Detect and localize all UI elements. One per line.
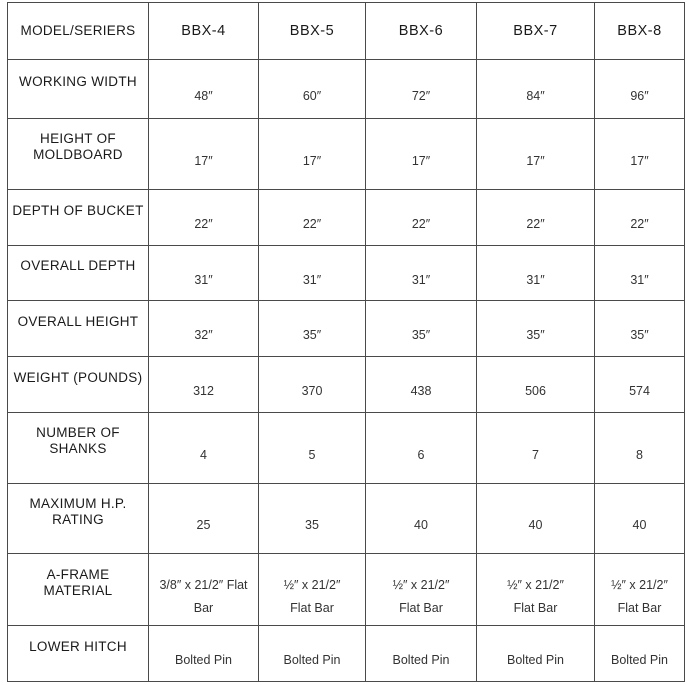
value-text: 96″ — [630, 88, 649, 103]
value-cell — [366, 119, 477, 190]
value-text: 22″ — [302, 217, 322, 231]
value-text: ½″ x 21/2″ — [507, 577, 564, 592]
row-label — [8, 626, 149, 682]
table-row — [8, 119, 685, 190]
value-text: Bolted Pin — [392, 653, 450, 667]
value-text: 370 — [301, 384, 323, 398]
value-text: Flat Bar — [513, 600, 558, 615]
value-cell — [477, 190, 595, 246]
spec-body — [8, 60, 685, 682]
value-text: 438 — [410, 384, 432, 398]
value-cell — [149, 626, 259, 682]
value-cell — [366, 60, 477, 119]
value-text: 35 — [305, 518, 319, 532]
value-cell — [595, 246, 685, 301]
value-text: 22″ — [526, 217, 545, 231]
row-label — [8, 190, 149, 246]
value-cell — [149, 484, 259, 554]
row-label-line: OVERALL HEIGHT — [17, 313, 139, 329]
row-label-line: HEIGHT OF — [40, 131, 116, 146]
value-cell — [259, 246, 366, 301]
value-text: Bolted Pin — [507, 653, 564, 667]
value-cell — [259, 554, 366, 626]
value-text: Flat Bar — [617, 600, 662, 615]
value-text: 17″ — [630, 153, 649, 168]
row-label-line: WORKING WIDTH — [19, 74, 137, 89]
value-text: 35″ — [630, 328, 649, 342]
value-cell — [477, 484, 595, 554]
row-label-line: A-FRAME — [46, 566, 110, 582]
header-row — [8, 3, 685, 60]
value-text: 60″ — [302, 88, 322, 103]
value-cell — [149, 190, 259, 246]
value-cell — [595, 190, 685, 246]
value-text: ½″ x 21/2″ — [283, 577, 341, 592]
row-label — [8, 554, 149, 626]
value-text: ½″ x 21/2″ — [392, 577, 450, 592]
value-text: 17″ — [194, 153, 213, 168]
value-text: 40 — [632, 518, 647, 532]
model-header: BBX-5 — [259, 3, 366, 60]
value-cell — [259, 626, 366, 682]
value-text: 312 — [193, 384, 214, 398]
value-cell — [595, 119, 685, 190]
value-cell — [259, 190, 366, 246]
value-cell — [595, 413, 685, 484]
value-text: 40 — [414, 518, 428, 532]
table-row — [8, 357, 685, 413]
value-text: 32″ — [194, 328, 213, 342]
value-text: 22″ — [194, 217, 213, 231]
value-cell — [366, 357, 477, 413]
value-cell — [259, 484, 366, 554]
model-header: BBX-6 — [366, 3, 477, 60]
value-cell — [366, 413, 477, 484]
table-row — [8, 413, 685, 484]
row-label-line: RATING — [52, 511, 104, 527]
value-cell — [595, 301, 685, 357]
row-label — [8, 60, 149, 119]
model-header: BBX-8 — [595, 3, 685, 60]
value-cell — [366, 190, 477, 246]
value-cell — [259, 119, 366, 190]
table-row — [8, 626, 685, 682]
value-cell — [366, 246, 477, 301]
value-text: 84″ — [526, 88, 545, 103]
spec-table — [7, 2, 685, 682]
value-cell — [149, 60, 259, 119]
row-label-line: MAXIMUM H.P. — [29, 495, 127, 511]
value-cell — [595, 484, 685, 554]
header-label: MODEL/SERIERS — [8, 3, 149, 60]
row-label-line: DEPTH OF BUCKET — [12, 202, 144, 218]
table-row — [8, 301, 685, 357]
value-text: Bolted Pin — [611, 653, 668, 667]
row-label-line: NUMBER OF — [36, 425, 120, 440]
value-cell — [259, 413, 366, 484]
row-label-line: MATERIAL — [43, 582, 113, 598]
model-header: BBX-7 — [477, 3, 595, 60]
value-text: Bar — [193, 600, 214, 615]
value-cell — [149, 246, 259, 301]
row-label — [8, 413, 149, 484]
table-row — [8, 60, 685, 119]
value-cell — [595, 554, 685, 626]
value-text: 35″ — [411, 328, 431, 342]
value-text: ½″ x 21/2″ — [611, 577, 668, 592]
value-cell — [149, 301, 259, 357]
value-text: 3/8″ x 21/2″ Flat — [159, 577, 248, 592]
value-text: 22″ — [411, 217, 431, 231]
table-row — [8, 190, 685, 246]
value-text: 25 — [196, 518, 211, 532]
value-cell — [477, 554, 595, 626]
value-text: 72″ — [411, 88, 431, 103]
value-cell — [149, 413, 259, 484]
value-cell — [477, 246, 595, 301]
value-cell — [595, 626, 685, 682]
row-label-line: OVERALL DEPTH — [20, 258, 136, 273]
row-label — [8, 119, 149, 190]
row-label-line: LOWER HITCH — [29, 638, 127, 654]
value-cell — [259, 301, 366, 357]
value-cell — [149, 357, 259, 413]
value-text: 6 — [417, 447, 425, 462]
table-row — [8, 554, 685, 626]
value-text: Flat Bar — [290, 600, 334, 615]
value-cell — [595, 357, 685, 413]
value-cell — [477, 413, 595, 484]
value-text: 31″ — [411, 272, 431, 287]
row-label — [8, 301, 149, 357]
row-label-line: WEIGHT (POUNDS) — [13, 369, 143, 385]
value-cell — [366, 554, 477, 626]
value-text: 31″ — [630, 272, 649, 287]
value-cell — [477, 357, 595, 413]
value-cell — [366, 301, 477, 357]
value-text: 5 — [308, 447, 316, 462]
value-text: Bolted Pin — [175, 653, 232, 667]
value-text: 17″ — [302, 153, 322, 168]
value-text: 7 — [532, 447, 539, 462]
value-cell — [477, 626, 595, 682]
row-label-line: SHANKS — [49, 441, 107, 456]
value-text: Bolted Pin — [283, 653, 341, 667]
row-label — [8, 357, 149, 413]
value-cell — [477, 119, 595, 190]
value-text: Flat Bar — [399, 600, 443, 615]
value-text: 8 — [636, 447, 643, 462]
value-text: 31″ — [194, 272, 213, 287]
value-text: 35″ — [526, 328, 545, 342]
row-label-line: MOLDBOARD — [33, 147, 123, 162]
value-text: 506 — [525, 384, 546, 398]
value-text: 4 — [200, 447, 207, 462]
value-cell — [477, 301, 595, 357]
value-cell — [366, 626, 477, 682]
value-text: 17″ — [411, 153, 431, 168]
value-text: 22″ — [630, 217, 649, 231]
value-text: 574 — [629, 384, 650, 398]
row-label — [8, 484, 149, 554]
value-text: 31″ — [526, 272, 545, 287]
value-text: 31″ — [302, 272, 322, 287]
value-cell — [149, 554, 259, 626]
value-text: 48″ — [194, 88, 213, 103]
value-cell — [259, 60, 366, 119]
value-text: 35″ — [302, 328, 322, 342]
value-cell — [595, 60, 685, 119]
value-cell — [477, 60, 595, 119]
value-cell — [259, 357, 366, 413]
row-label — [8, 246, 149, 301]
value-cell — [366, 484, 477, 554]
model-header: BBX-4 — [149, 3, 259, 60]
value-cell — [149, 119, 259, 190]
table-row — [8, 246, 685, 301]
table-row — [8, 484, 685, 554]
value-text: 40 — [528, 518, 543, 532]
value-text: 17″ — [526, 153, 545, 168]
